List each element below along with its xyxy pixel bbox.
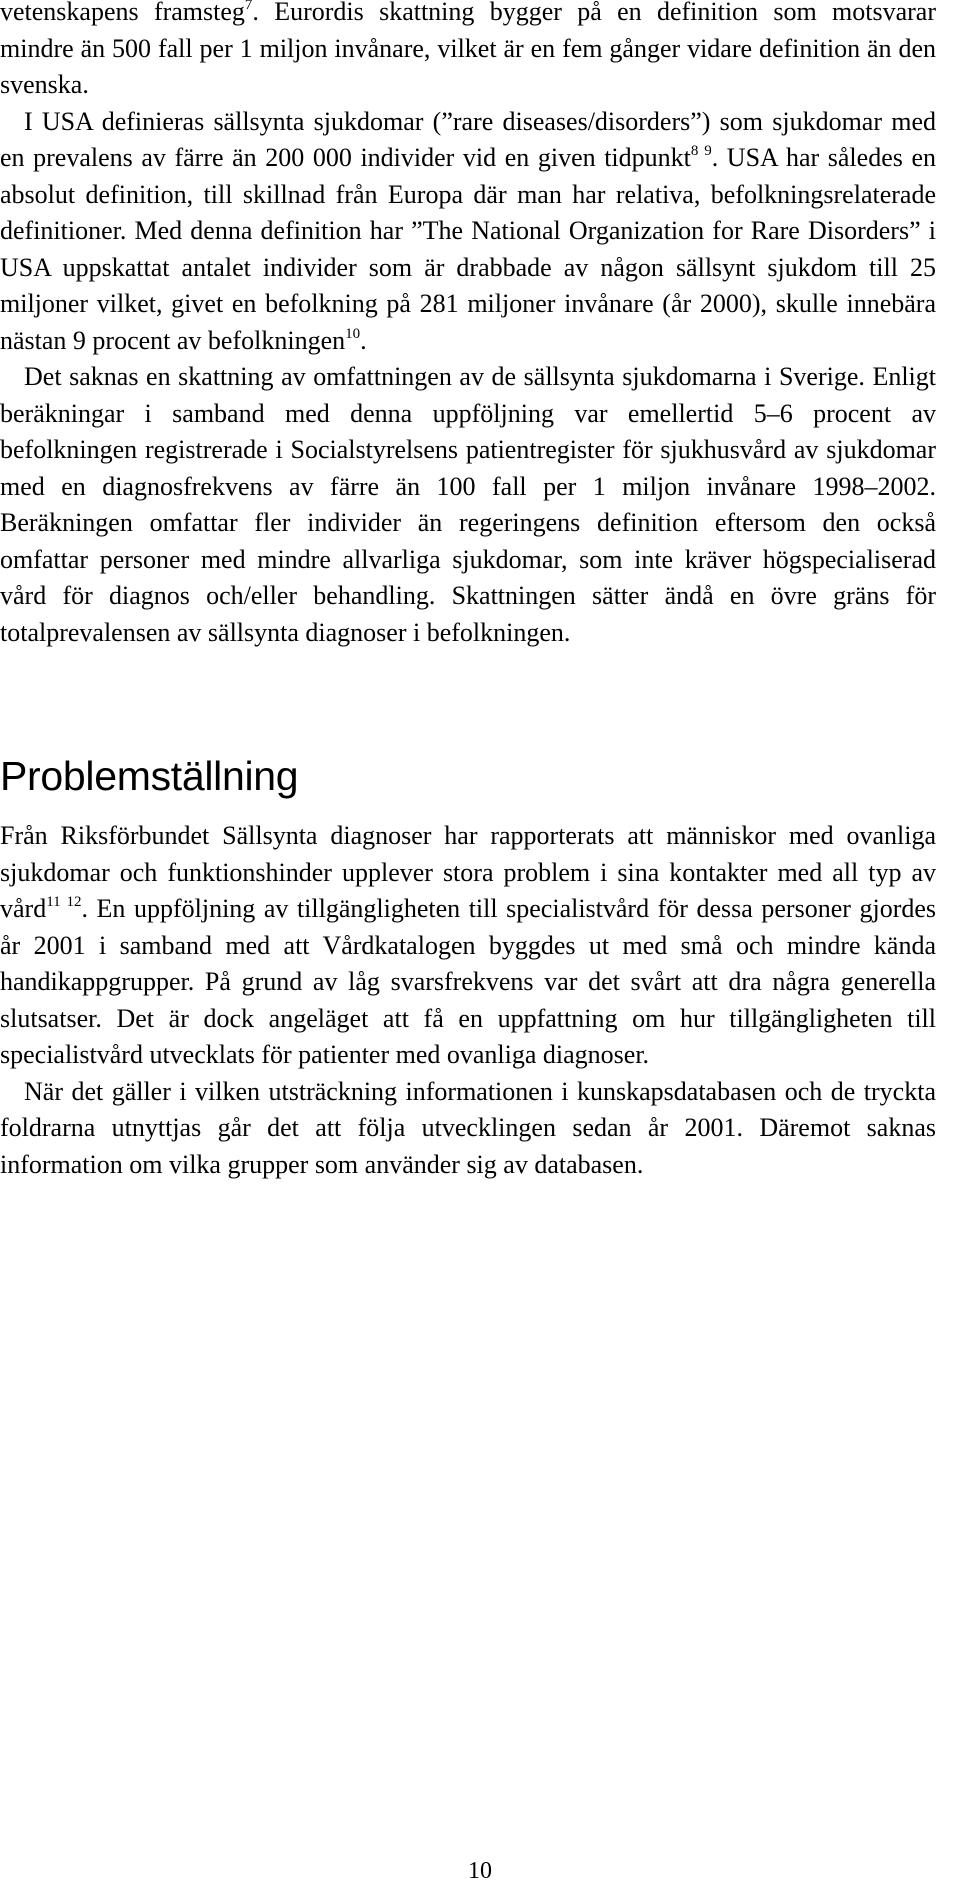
footnote-ref-8-9: 8 9 [690, 143, 712, 159]
paragraph-problem-statement [0, 818, 936, 1074]
footnote-ref-10: 10 [345, 325, 361, 342]
body-text-top [0, 0, 936, 651]
text-run: I USA definieras sällsynta sjukdomar (”rare diseases/disorders”) som sjukdomar med en prevalens av färre än 200 000 individer vid en given tidpunkt [0, 106, 936, 172]
footnote-ref-11-12: 11 12 [46, 894, 82, 910]
body-text-bottom [0, 818, 936, 1183]
section-heading: Problemställning [0, 753, 299, 799]
paragraph-database-usage: När det gäller i vilken utsträckning informationen i kunskapsdatabasen och de tryckta foldrarna utnyttjas går det att följa utvecklingen sedan år 2001. Däremot saknas information om vilka grupper som använder sig av databasen. [0, 1076, 936, 1179]
paragraph-sweden-estimate: Det saknas en skattning av omfattningen av de sällsynta sjukdomarna i Sverige. Enligt beräkningar i samband med denna uppföljning var emellertid 5–6 procent av befolkningen registrerade i Socialstyrelsens patientregister för sjukhusvård av sjukdomar med en diagnosfrekvens av färre än 100 fall per 1 miljon invånare 1998–2002. Beräkningen omfattar fler individer än regeringens definition eftersom den också omfattar personer med mindre allvarliga sjukdomar, som inte kräver högspecialiserad vård för diagnos och/eller behandling. Skattningen sätter ändå en övre gräns för totalprevalensen av sällsynta diagnoser i befolkningen. [0, 362, 936, 647]
page-number: 10 [468, 1858, 492, 1884]
paragraph-usa-definition [0, 104, 936, 360]
text-run: Från Riksförbundet Sällsynta diagnoser har rapporterats att människor med ovanliga sjukdomar och funktionshinder upplever stora problem i sina kontakter med all typ av vård [0, 821, 936, 923]
text-run: vetenskapens framsteg [0, 0, 245, 26]
footnote-ref-7: 7 [244, 0, 253, 13]
text-run: . USA har således en absolut definition, till skillnad från Europa där man har relativa, befolkningsrelaterade definitioner. Med denna definition har ”The National Organization for Rare Disorders” i USA uppskattat antalet individer som är drabbade av någon sällsynt sjukdom till 25 miljoner vilket, givet en befolkning på 281 miljoner invånare (år 2000), skulle innebära nästan 9 procent av befolkningen [0, 143, 936, 355]
text-run: . Eurordis skattning bygger på en definition som motsvarar mindre än 500 fall per 1 miljon invånare, vilket är en fem gånger vidare definition än den svenska. [0, 0, 936, 99]
text-run: . [360, 325, 367, 355]
text-run: . En uppföljning av tillgängligheten till specialistvård för dessa personer gjordes år 2001 i samband med att Vårdkatalogen byggdes ut med små och mindre kända handikappgrupper. På grund av låg svarsfrekvens var det svårt att dra några generella slutsatser. Det är dock angeläget att få en uppfattning om hur tillgängligheten till specialistvård utvecklats för patienter med ovanliga diagnoser. [0, 894, 937, 1069]
paragraph-prevalence-eurordis [0, 0, 936, 104]
